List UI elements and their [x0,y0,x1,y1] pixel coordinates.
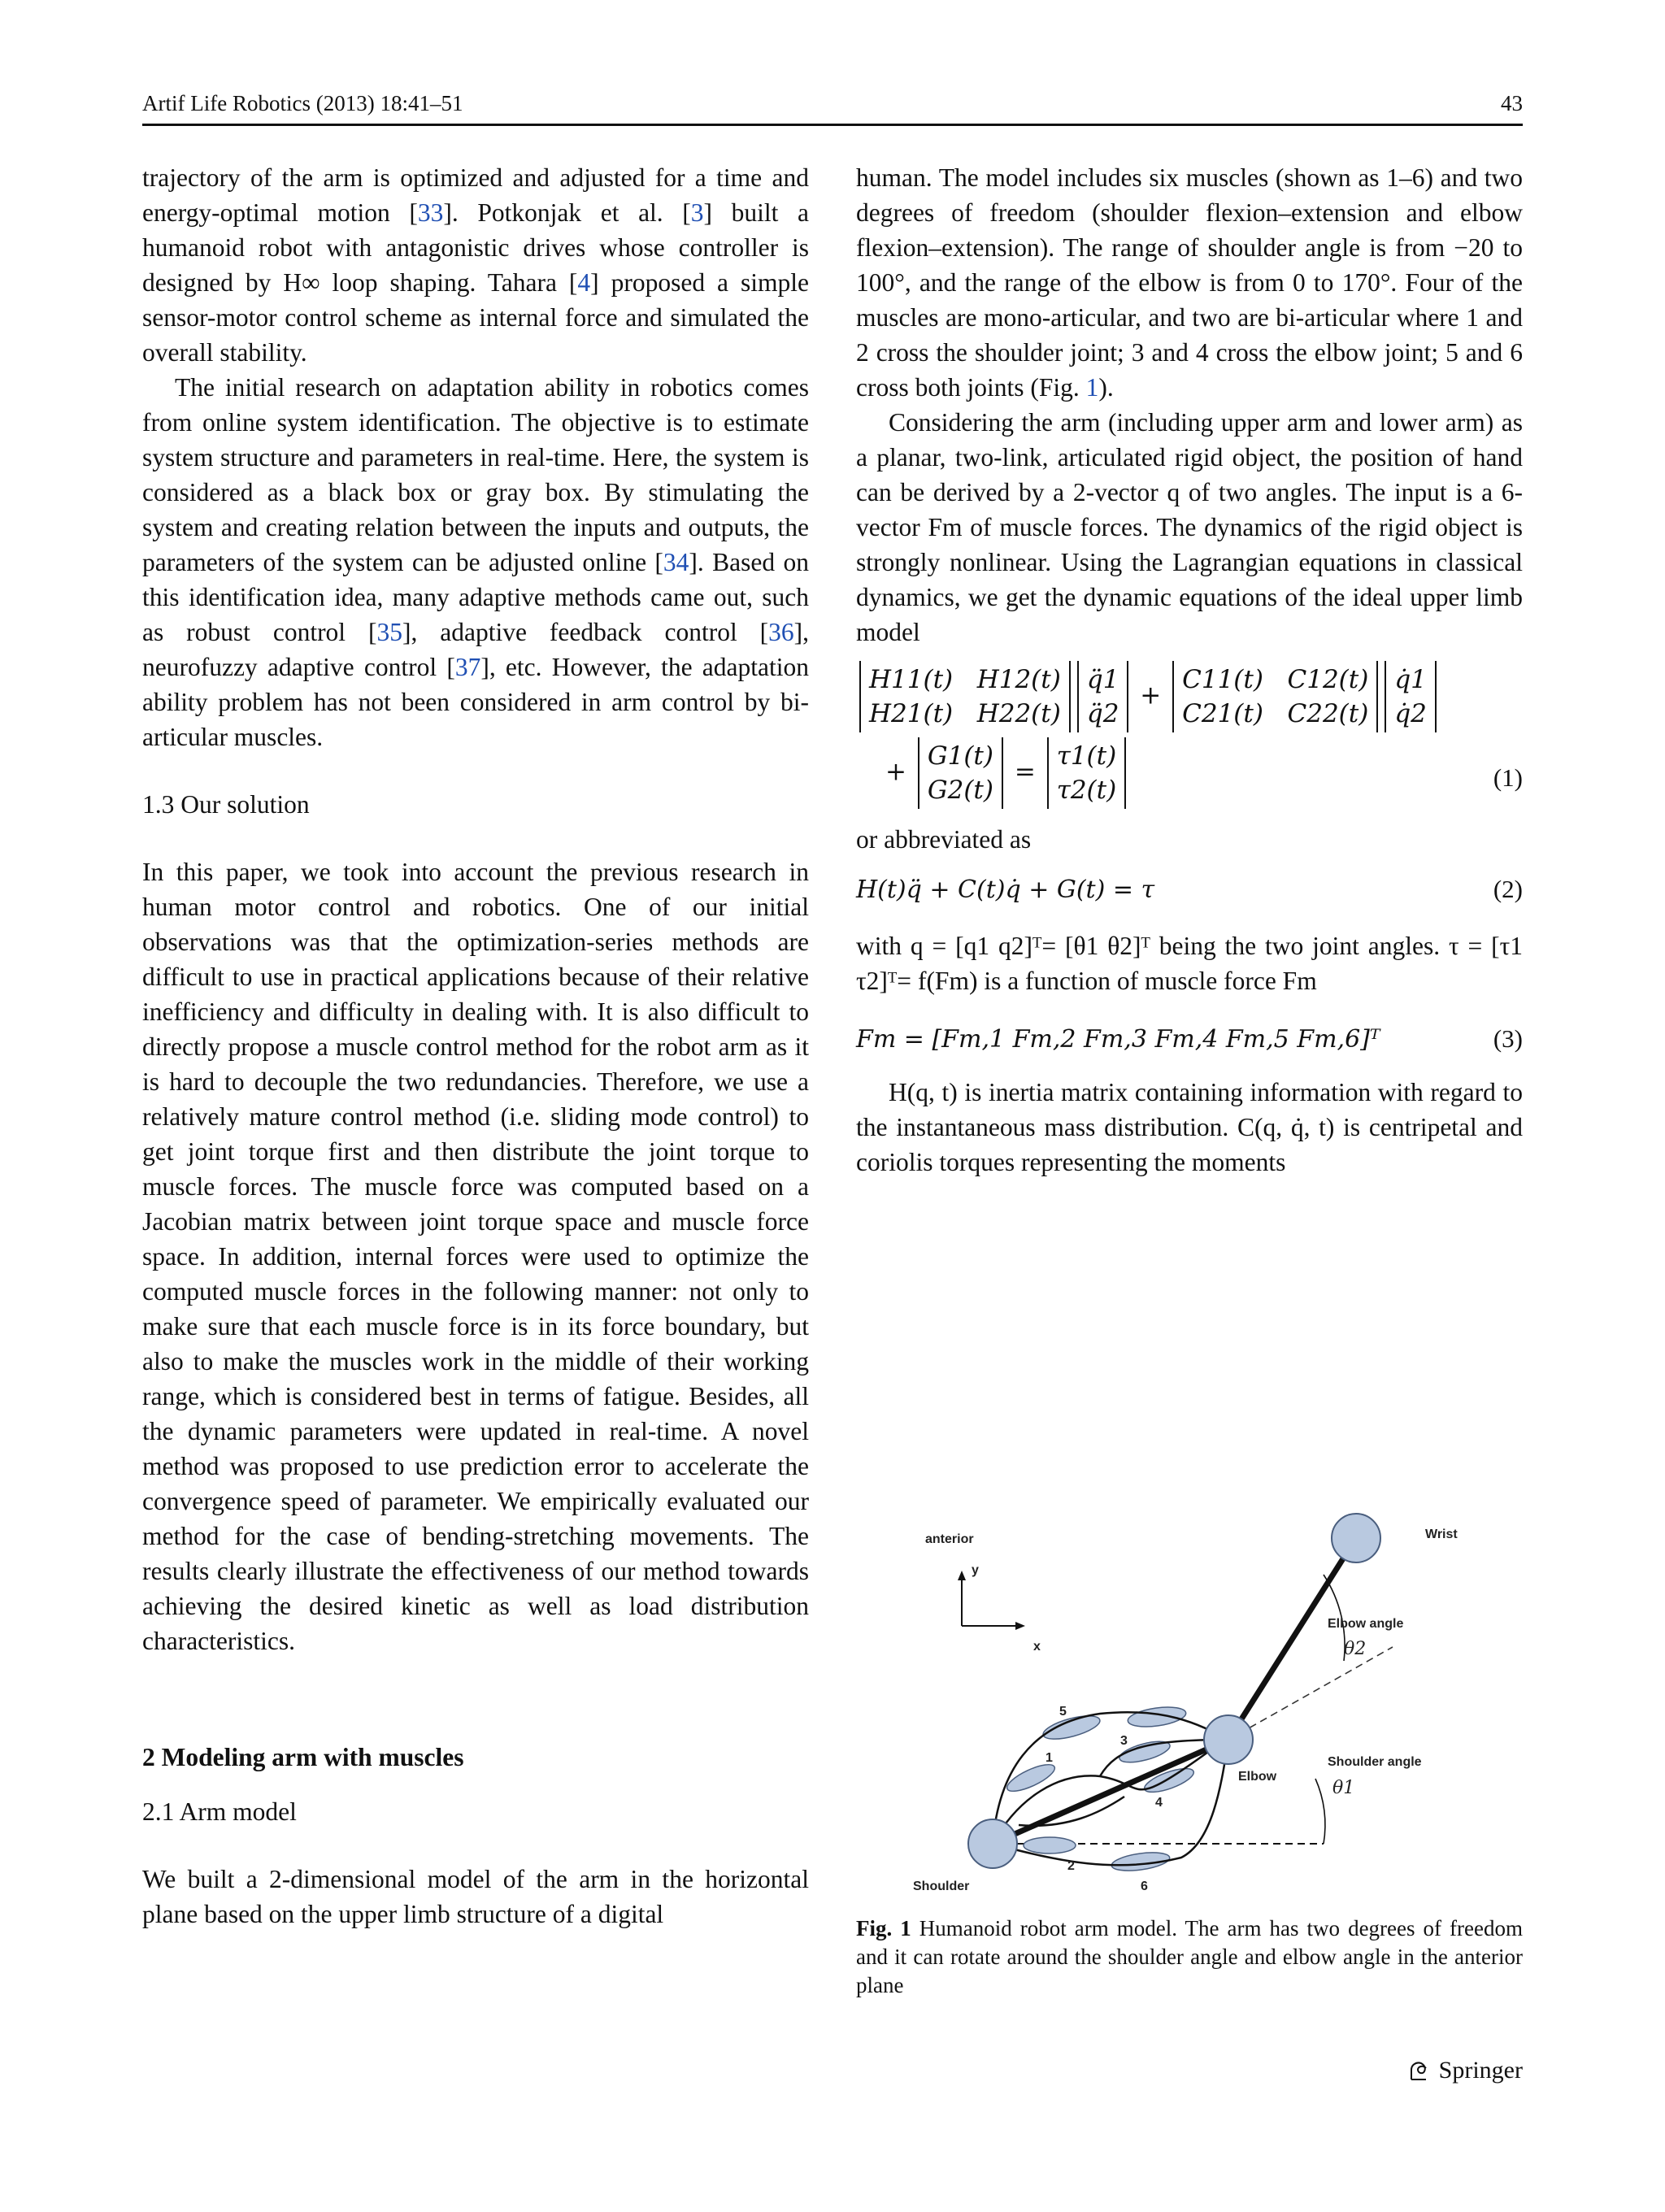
citation-link[interactable]: 35 [376,618,402,646]
forearm-link [1228,1538,1356,1740]
torque-vector: τ1(t) τ2(t) [1047,737,1127,809]
paragraph: H(q, t) is inertia matrix containing information with regard to the instantaneous mass distribution. C(q, q̇, t) is centripetal and coriolis torques representing the moments [856,1078,1523,1176]
equation-2: H(t)q̈ + C(t)q̇ + G(t) = τ (2) [856,871,1523,907]
equation-number: (3) [1493,1024,1523,1053]
publisher-name: Springer [1438,2057,1523,2084]
citation-link[interactable]: 37 [454,653,481,681]
acceleration-vector: q̈1 q̈2 [1077,661,1129,732]
theta2-label: θ2 [1344,1639,1367,1659]
springer-logo-icon [1406,2058,1431,2083]
axes-icon [958,1571,1025,1630]
shoulder-label: Shoulder [913,1880,970,1893]
wrist-joint-icon [1332,1514,1380,1562]
right-column [856,160,1523,1180]
theta1-label: θ1 [1332,1778,1355,1798]
velocity-vector: q̇1 q̇2 [1385,661,1437,732]
paragraph: The initial research on adaptation ability in robotics comes from online system identification. The objective is to estimate system structure and parameters in real-time. Here, the system is considered as a black box or gray box. By stimulating the system and creating relation between the inputs and outputs, the parameters of the system can be adjusted online [34]. Based on this identification idea, many adaptive methods came out, such as robust control [35], adaptive feedback control [36], neurofuzzy adaptive control [37], etc. However, the adaptation ability problem has not been considered in arm control by bi-articular muscles. [142,373,809,751]
paragraph: human. The model includes six muscles (shown as 1–6) and two degrees of freedom (shoulder flexion–extension and elbow flexion–extension). The range of shoulder angle is from −20 to 100°, and the range of the elbow is from 0 to 170°. Four of the muscles are mono-articular, and two are bi-articular where 1 and 2 cross the shoulder joint; 3 and 4 cross the elbow joint; 5 and 6 cross both joints (Fig. 1). [856,163,1523,402]
page-number: 43 [1501,91,1523,115]
equation-number: (2) [1493,875,1523,903]
arm-model-diagram [856,1504,1523,1893]
citation-link[interactable]: 4 [577,268,591,297]
subsection-heading: 1.3 Our solution [142,790,310,819]
citation-link[interactable]: 33 [417,198,444,227]
paragraph: In this paper, we took into account the previous research in human motor control and robotics. One of our initial observations was that the optimization-series methods are difficult to use in practical applications because of their relative inefficiency and difficulty in dealing with. It is also difficult to directly propose a muscle control method for the robot arm as it is hard to decouple the two redundancies. Therefore, we use a relatively mature control method (i.e. sliding mode control) to get joint torque first and then distribute the joint torque to muscle forces. The muscle force was computed based on a Jacobian matrix between joint torque space and muscle force space. In addition, internal forces were used to optimize the computed muscle forces in the following manner: not only to make sure that each muscle force is in its force boundary, but also to make the muscles work in the middle of their working range, which is considered best in terms of fatigue. Besides, all the dynamic parameters were updated in real-time. A novel method was proposed to use prediction error to accelerate the convergence speed of parameter. We empirically evaluated our method for the case of bending-stretching movements. The results clearly illustrate the effectiveness of our method towards achieving the desired kinetic as well as load distribution characteristics. [142,858,809,1655]
equation-3: Fm = [Fm,1 Fm,2 Fm,3 Fm,4 Fm,5 Fm,6]ᵀ (3) [856,1021,1523,1057]
paragraph: with q = [q1 q2]ᵀ= [θ1 θ2]ᵀ being the two joint angles. τ = [τ1 τ2]ᵀ= f(Fm) is a function of muscle force Fm [856,932,1523,995]
elbow-angle-label: Elbow angle [1328,1617,1404,1631]
paragraph: trajectory of the arm is optimized and adjusted for a time and energy-optimal motion [33]. Potkonjak et al. [3] built a humanoid robot with antagonistic drives whose controller is designed by H∞ loop shaping. Tahara [4] proposed a simple sensor-motor control scheme as internal force and simulated the overall stability. [142,163,810,367]
subsection-heading: 2.1 Arm model [142,1797,297,1826]
muscle-2-icon [1024,1837,1076,1853]
shoulder-angle-extension-line [1228,1647,1393,1740]
figure-1 [856,1504,1523,1893]
anterior-label: anterior [925,1532,974,1546]
equation-1 [856,661,1523,809]
figure-link[interactable]: 1 [1085,373,1099,402]
muscle-5-label: 5 [1059,1705,1067,1719]
plus-sign: + [885,757,906,787]
figure-caption: Fig. 1 Humanoid robot arm model. The arm has two degrees of freedom and it can rotate around the shoulder angle and elbow angle in the anterior plane [856,1916,1523,1997]
left-column [142,160,809,1932]
paragraph: Considering the arm (including upper arm and lower arm) as a planar, two-link, articulated rigid object, the position of hand can be derived by a 2-vector q of two angles. The input is a 6-vector Fm of muscle forces. The dynamics of the rigid object is strongly nonlinear. Using the Lagrangian equations in classical dynamics, we get the dynamic equations of the ideal upper limb model [856,408,1523,646]
muscle-group [1004,1704,1197,1874]
paragraph: or abbreviated as [856,825,1032,854]
x-axis-label: x [1033,1640,1041,1654]
shoulder-angle-arc [1315,1779,1325,1844]
plus-sign: + [1140,680,1162,711]
page-header [142,88,1523,126]
muscle-2-label: 2 [1067,1859,1075,1873]
muscle-1-label: 1 [1046,1751,1053,1765]
inertia-matrix: H11(t) H12(t) H21(t) H22(t) [859,661,1071,732]
paragraph: We built a 2-dimensional model of the arm in the horizontal plane based on the upper limb structure of a digital [142,1865,809,1928]
muscle-3-label: 3 [1120,1734,1128,1748]
section-heading: 2 Modeling arm with muscles [142,1743,464,1771]
muscle-5-icon [1041,1711,1102,1744]
muscle-5-icon [1127,1704,1187,1730]
muscle-4-label: 4 [1155,1796,1163,1810]
muscle-6-label: 6 [1141,1880,1148,1893]
elbow-joint-icon [1204,1715,1253,1764]
shoulder-joint-icon [968,1819,1017,1868]
citation-link[interactable]: 3 [690,198,704,227]
gravity-vector: G1(t) G2(t) [918,737,1003,809]
muscle-1-icon [1004,1759,1058,1796]
upper-arm-link [993,1740,1228,1844]
shoulder-angle-label: Shoulder angle [1328,1755,1422,1769]
citation-link[interactable]: 34 [663,548,689,576]
elbow-label: Elbow [1238,1770,1277,1784]
equation-number: (1) [1493,763,1523,792]
citation-link[interactable]: 36 [768,618,794,646]
journal-citation: Artif Life Robotics (2013) 18:41–51 [142,91,463,115]
wrist-label: Wrist [1425,1528,1458,1541]
publisher-footer [1406,2057,1523,2084]
equals-sign: = [1014,757,1036,787]
coriolis-matrix: C11(t) C12(t) C21(t) C22(t) [1172,661,1378,732]
y-axis-label: y [972,1563,979,1577]
